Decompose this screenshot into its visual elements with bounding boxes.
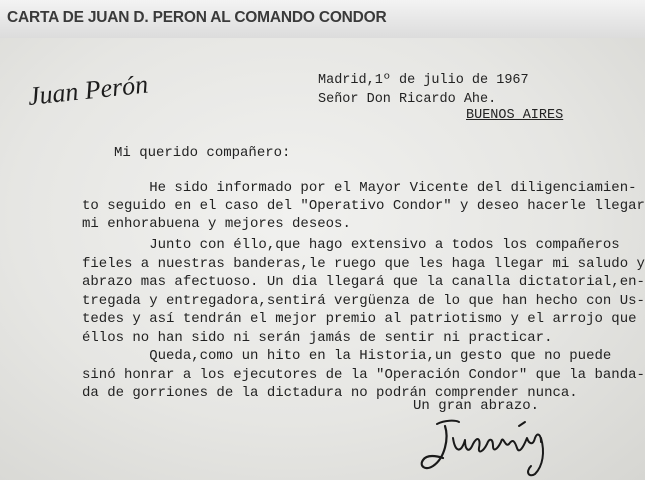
letter-salutation: Mi querido compañero:	[114, 145, 291, 161]
letter-recipient: Señor Don Ricardo Ahe.	[318, 92, 497, 107]
signature-icon	[415, 408, 565, 480]
letterhead: Juan Perón	[26, 69, 150, 111]
letter-date: Madrid,1º de julio de 1967	[318, 73, 529, 88]
letter-city: BUENOS AIRES	[466, 108, 564, 123]
page-title: CARTA DE JUAN D. PERON AL COMANDO CONDOR	[7, 9, 387, 26]
letter-card	[0, 38, 645, 480]
letter-closing: Un gran abrazo.	[413, 398, 540, 414]
letter-paragraph-3: Queda,como un hito en la Historia,un gesto que no puede sinó honrar a los ejecutores de la "Operación Condor" que la banda- da de gorriones de la dictadura no podrán comprender nunca.	[82, 348, 645, 401]
header-bar	[0, 0, 645, 39]
letter-paragraph-1: He sido informado por el Mayor Vicente del diligenciamien- to seguido en el caso del "Operativo Condor" y deseo hacerle llegar mi enhorabuena y mejores deseos.	[82, 180, 645, 232]
letter-paragraph-2: Junto con éllo,que hago extensivo a todos los compañeros fieles a nuestras banderas,le ruego que les haga llegar mi saludo y abrazo mas afectuoso. Un dia llegará que la canalla dictatorial,en- tregada y entregadora,sentirá vergüenza de lo que han hecho con Us- tedes y así tendrán el mejor premio al patriotismo y el arrojo que éllos no han sido ni serán jamás de sentir ni practicar.	[82, 237, 645, 346]
